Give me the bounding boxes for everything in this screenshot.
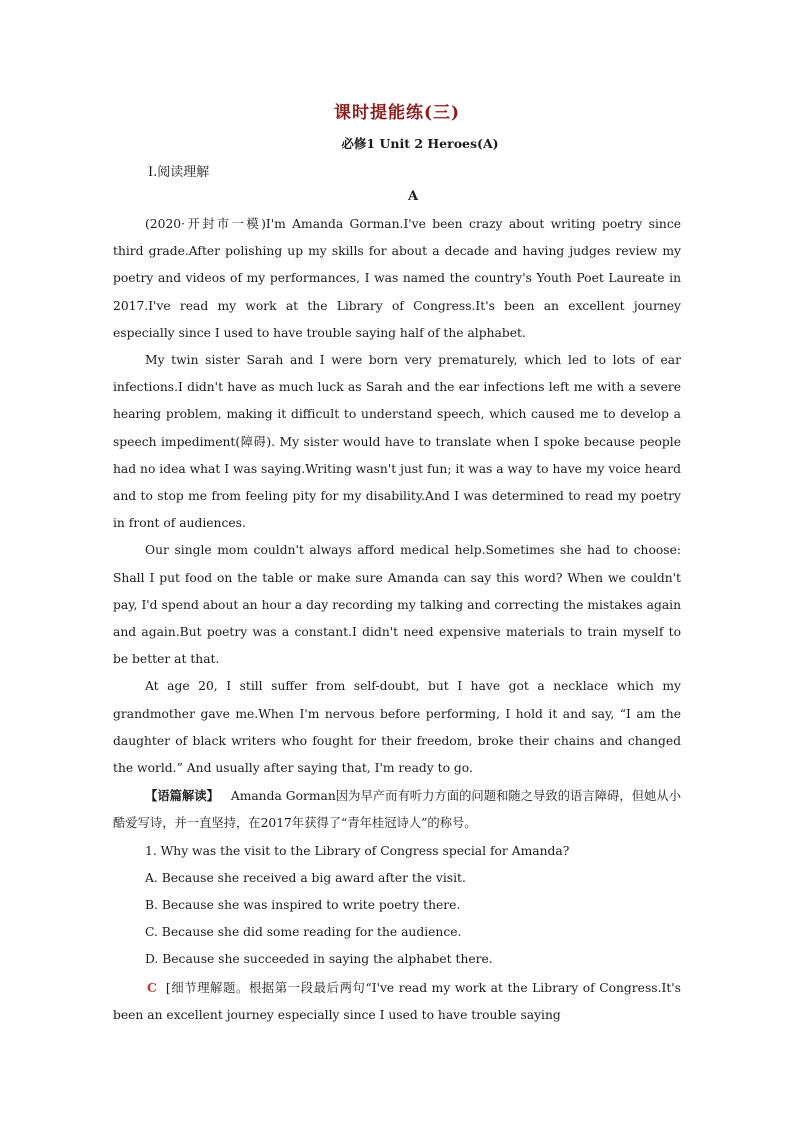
paragraph-3: Our single mom couldn't always afford medical help.Sometimes she had to choose: Shall I put food on the table or make sure Amanda can say this word? When we couldn't pay, I'd spend about an hour a day recording my talking and correcting the mistakes again and again.But poetry was a constant.I didn't need expensive materials to train myself to be better at that. bbox=[113, 543, 681, 667]
passage-body bbox=[113, 211, 681, 1029]
reading-note bbox=[113, 782, 681, 837]
option-c: C. Because she did some reading for the audience. bbox=[145, 925, 462, 940]
explanation-text: [细节理解题。根据第一段最后两句“I've read my work at the Library of Congress.It's been an excellent journey especially since I used to have trouble saying bbox=[113, 980, 681, 1022]
reading-note-tag: 【语篇解读】 bbox=[145, 788, 219, 804]
answer-explanation bbox=[113, 974, 681, 1029]
passage-label: A bbox=[407, 189, 419, 204]
reading-note-text: Amanda Gorman因为早产而有听力方面的问题和随之导致的语言障碍，但她从小酷爱写诗，并一直坚持，在2017年获得了“青年桂冠诗人”的称号。 bbox=[113, 789, 681, 831]
answer-letter: C bbox=[147, 979, 157, 995]
question-stem: 1. Why was the visit to the Library of Congress special for Amanda? bbox=[145, 843, 570, 858]
paragraph-1: (2020·开封市一模)I'm Amanda Gorman.I've been crazy about writing poetry since third grade.After polishing up my skills for about a decade and having judges review my poetry and videos of my performances, I was named the country's Youth Poet Laureate in 2017.I've read my work at the Library of Congress.It's been an excellent journey especially since I used to have trouble saying half of the alphabet. bbox=[113, 217, 681, 340]
option-a: A. Because she received a big award after the visit. bbox=[145, 870, 466, 885]
option-b: B. Because she was inspired to write poetry there. bbox=[145, 898, 461, 913]
page-title: 课时提能练(三) bbox=[333, 103, 461, 123]
paragraph-2: My twin sister Sarah and I were born very prematurely, which led to lots of ear infections.I didn't have as much luck as Sarah and the ear infections left me with a severe hearing problem, making it difficult to understand speech, which caused me to develop a speech impediment(障碍). My sister would have to translate when I spoke because people had no idea what I was saying.Writing wasn't just fun; it was a way to have my voice heard and to stop me from feeling pity for my disability.And I was determined to read my poetry in front of audiences. bbox=[113, 353, 682, 531]
page-subtitle: 必修1 Unit 2 Heroes(A) bbox=[341, 136, 499, 151]
option-d: D. Because she succeeded in saying the alphabet there. bbox=[145, 952, 493, 967]
paragraph-4: At age 20, I still suffer from self-doubt, but I have got a necklace which my grandmother gave me.When I'm nervous before performing, I hold it and say, “I am the daughter of black writers who fought for their freedom, broke their chains and changed the world.” And usually after saying that, I'm ready to go. bbox=[113, 679, 681, 776]
section-heading: Ⅰ.阅读理解 bbox=[148, 165, 210, 180]
